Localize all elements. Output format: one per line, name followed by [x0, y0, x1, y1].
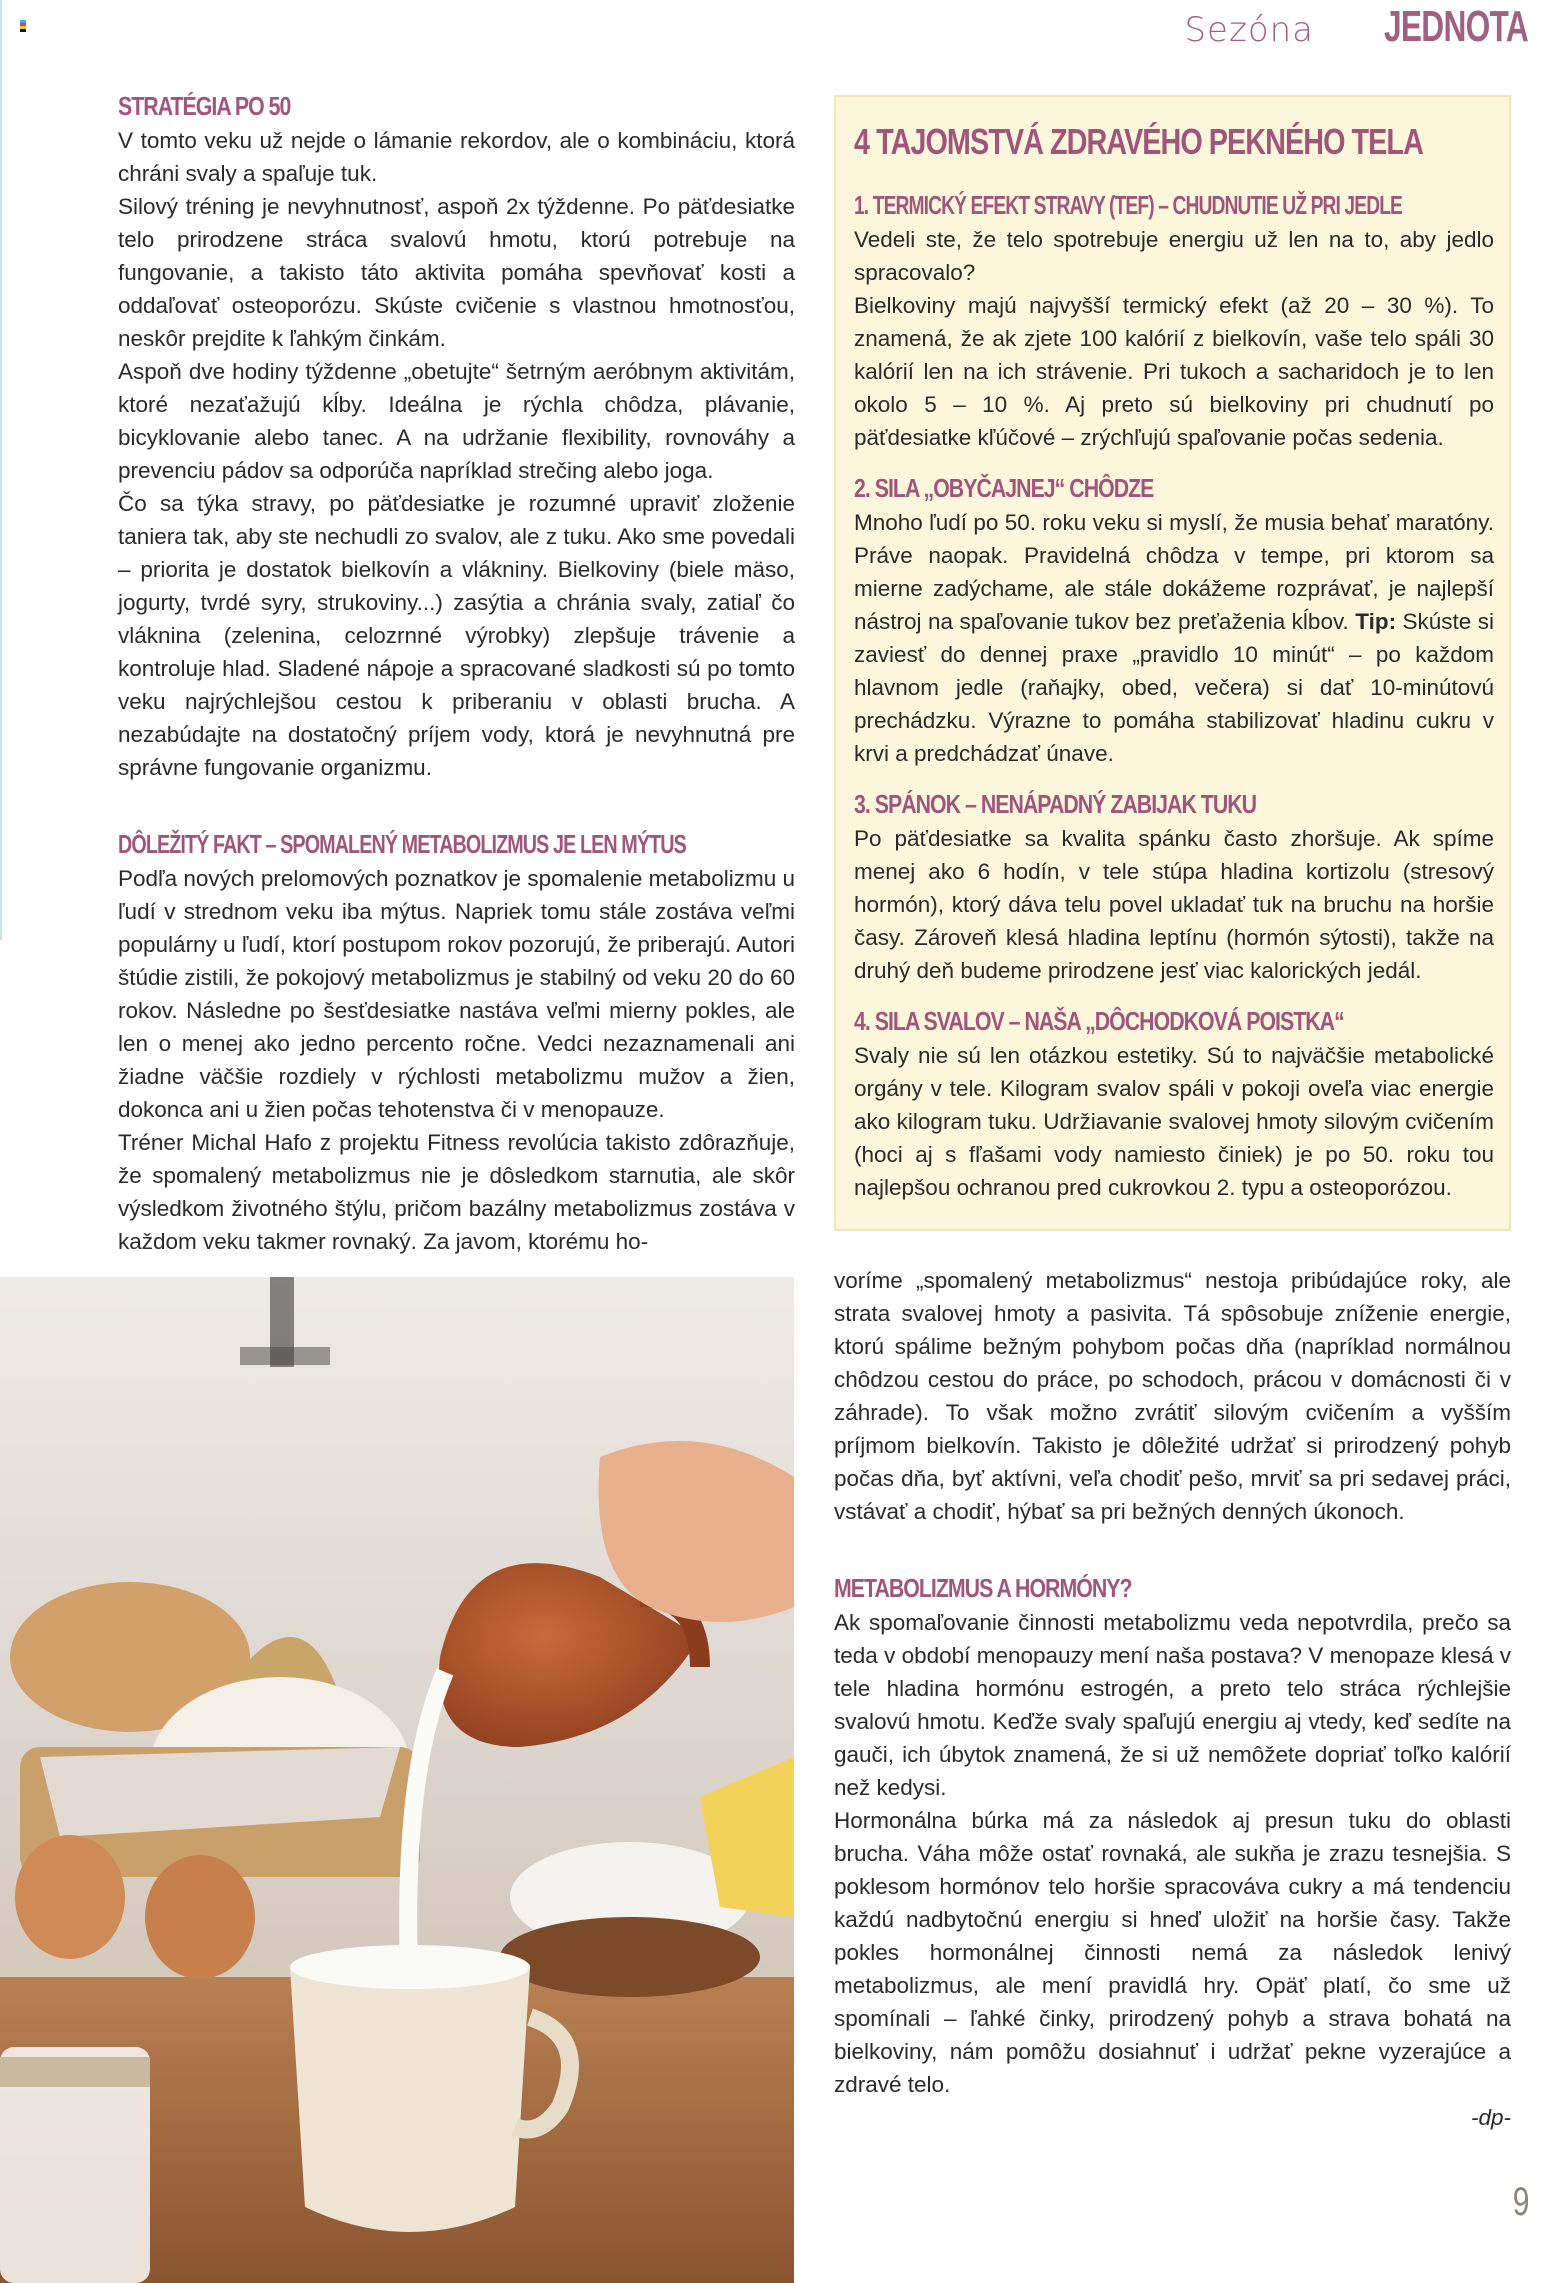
tip-label: Tip: — [1355, 609, 1397, 634]
heading-strategia: STRATÉGIA PO 50 — [118, 91, 291, 121]
brand-name: JEDNOTA — [1384, 2, 1528, 51]
section-2-text — [854, 506, 1494, 770]
paragraph: Tréner Michal Hafo z projektu Fitness revolúcia takisto zdôrazňuje, že spomalený metabolizmus nie je dôsledkom starnutia, ale skôr výsledkom životného štýlu, pričom bazálny metabolizmus zostáva v každom veku takmer rovnaký. Za javom, ktorému ho- — [118, 1130, 795, 1254]
paragraph: Podľa nových prelomových poznatkov je spomalenie metabolizmu u ľudí v strednom veku iba mýtus. Napriek tomu stále zostáva veľmi populárny u ľudí, ktorí postupom rokov pozorujú, že priberajú. Autori štúdie zistili, že pokojový metabolizmus je stabilný od veku 20 do 60 rokov. Následne po šesťdesiatke nastáva veľmi mierny pokles, ale len o menej ako jedno percento ročne. Vedci nezaznamenali ani žiadne väčšie rozdiely v rýchlosti metabolizmu mužov a žien, dokonca ani u žien počas tehotenstva či v menopauze. — [118, 866, 795, 1122]
section-1-title: 1. TERMICKÝ EFEKT STRAVY (TEF) – CHUDNUTIE UŽ PRI JEDLE — [854, 190, 1403, 220]
photo-milk-pouring — [0, 1277, 794, 2283]
magazine-brand — [1184, 2, 1528, 52]
paragraph: Čo sa týka stravy, po päťdesiatke je rozumné upraviť zloženie taniera tak, aby ste nechudli zo svalov, ale z tuku. Ako sme povedali – priorita je dostatok bielkovín a vlákniny. Bielkoviny (biele mäso, jogurty, tvrdé syry, strukoviny...) zasýtia a chránia svaly, zatiaľ čo vláknina (zelenina, celozrnné výrobky) zlepšuje trávenie a kontroluje hlad. Sladené nápoje a spracované sladkosti sú po tomto veku najrýchlejšou cestou k priberaniu v oblasti brucha. A nezabúdajte na dostatočný príjem vody, ktorá je nevyhnutná pre správne fungovanie organizmu. — [118, 491, 795, 780]
paragraph: Hormonálna búrka má za následok aj presun tuku do oblasti brucha. Váha môže ostať rovnaká, ale sukňa je zrazu tesnejšia. S poklesom hormónov telo horšie spracováva cukry a má tendenciu každú nadbytočnú energiu si hneď uložiť na horšie časy. Takže pokles hormonálnej činnosti nemá za následok lenivý metabolizmus, ale mení pravidlá hry. Opäť platí, čo sme už spomínali – ľahké činky, prirodzený pohyb a strava bohatá na bielkoviny, nám pomôžu dosiahnuť i udržať pekne vyzerajúce a zdravé telo. — [834, 1808, 1511, 2097]
paragraph: voríme „spomalený metabolizmus“ nestoja pribúdajúce roky, ale strata svalovej hmoty a pasivita. Tá spôsobuje zníženie energie, ktorú spálime bežným pohybom počas dňa (napríklad normálnou chôdzou cestou do práce, po schodoch, prácou v domácnosti či v záhrade). To však možno zvrátiť silovým cvičením a vyšším príjmom bielkovín. Takisto je dôležité udržať si prirodzený pohyb počas dňa, byť aktívni, veľa chodiť pešo, mrviť sa pri sedavej práci, vstávať a chodiť, hýbať sa pri bežných denných úkonoch. — [834, 1268, 1511, 1524]
section-4-title: 4. SILA SVALOV – NAŠA „DÔCHODKOVÁ POISTKA“ — [854, 1006, 1344, 1036]
print-color-marks — [20, 20, 26, 32]
paragraph: Aspoň dve hodiny týždenne „obetujte“ šetrným aeróbnym aktivitám, ktoré nezaťažujú kĺby. Ideálna je rýchla chôdza, plávanie, bicyklovanie alebo tanec. A na udržanie flexibility, rovnováhy a prevenciu pádov sa odporúča napríklad strečing alebo joga. — [118, 359, 795, 483]
right-column — [834, 1264, 1511, 2134]
section-3-title: 3. SPÁNOK – NENÁPADNÝ ZABIJAK TUKU — [854, 789, 1257, 819]
paragraph: Silový tréning je nevyhnutnosť, aspoň 2x týždenne. Po päťdesiatke telo prirodzene stráca svalovú hmotu, ktorú potrebuje na fungovanie, a takisto táto aktivita pomáha spevňovať kosti a oddaľovať osteoporózu. Skúste cvičenie s vlastnou hmotnosťou, neskôr prejdite k ľahkým činkám. — [118, 194, 795, 351]
sidebar-box-4-secrets — [834, 95, 1511, 1231]
paragraph: V tomto veku už nejde o lámanie rekordov, ale o kombináciu, ktorá chráni svaly a spaľuje tuk. — [118, 128, 795, 186]
section-1-text: Vedeli ste, že telo spotrebuje energiu už len na to, aby jedlo spracovalo? — [854, 227, 1494, 285]
section-4-text: Svaly nie sú len otázkou estetiky. Sú to najväčšie metabolické orgány v tele. Kilogram svalov spáli v pokoji oveľa viac energie ako kilogram tuku. Udržiavanie svalovej hmoty silovým cvičením (hoci aj s fľašami vody namiesto činiek) je po 50. roku tou najlepšou ochranou pred cukrovkou 2. typu a osteoporózou. — [854, 1043, 1494, 1200]
section-2-title: 2. SILA „OBYČAJNEJ“ CHÔDZE — [854, 473, 1154, 503]
text-part: Mnoho ľudí po 50. roku veku si myslí, že musia behať maratóny. Práve naopak. Pravidelná chôdza v tempe, pri ktorom sa mierne zadýchame, ale stále dokážeme rozprávať, je najlepší nástroj na spaľovanie tukov bez preťaženia kĺbov. — [854, 510, 1494, 634]
paragraph: Ak spomaľovanie činnosti metabolizmu veda nepotvrdila, prečo sa teda v období menopauzy mení naša postava? V menopaze klesá v tele hladina hormónu estrogén, a preto telo stráca rýchlejšie svalovú hmotu. Keďže svaly spaľujú energiu aj vtedy, keď sedíte na gauči, ich úbytok znamená, že si už nemôžete dopriať toľko kalórií než kedysi. — [834, 1610, 1511, 1800]
heading-dolezity-fakt: DÔLEŽITÝ FAKT – SPOMALENÝ METABOLIZMUS JE LEN MÝTUS — [118, 829, 686, 859]
brand-script: Sezóna — [1184, 10, 1315, 50]
section-1-text: Bielkoviny majú najvyšší termický efekt (až 20 – 30 %). To znamená, že ak zjete 100 kalórií z bielkovín, vaše telo spáli 30 kalórií len na ich strávenie. Pri tukoch a sacharidoch je to len okolo 5 – 10 %. Aj preto sú bielkoviny pri chudnutí po päťdesiatke kľúčové – zrýchľujú spaľovanie počas sedenia. — [854, 293, 1494, 450]
left-column — [118, 88, 795, 1258]
heading-metabolizmus-hormony: METABOLIZMUS A HORMÓNY? — [834, 1573, 1132, 1603]
text-part: Skúste si zaviesť do dennej praxe „pravidlo 10 minút“ – po každom hlavnom jedle (raňajky, obed, večera) si dať 10-minútovú prechádzku. Výrazne to pomáha stabilizovať hladinu cukru v krvi a predchádzať únave. — [854, 609, 1494, 766]
box-title: 4 TAJOMSTVÁ ZDRAVÉHO PEKNÉHO TELA — [854, 121, 1423, 162]
section-3-text: Po päťdesiatke sa kvalita spánku často zhoršuje. Ak spíme menej ako 6 hodín, v tele stúpa hladina kortizolu (stresový hormón), ktorý dáva telu povel ukladať tuk na bruchu na horšie časy. Zároveň klesá hladina leptínu (hormón sýtosti), takže na druhý deň budeme prirodzene jesť viac kalorických jedál. — [854, 826, 1494, 983]
author-signature: -dp- — [1470, 2105, 1511, 2130]
page-edge-line — [0, 0, 2, 940]
page-number: 9 — [1512, 2180, 1530, 2224]
